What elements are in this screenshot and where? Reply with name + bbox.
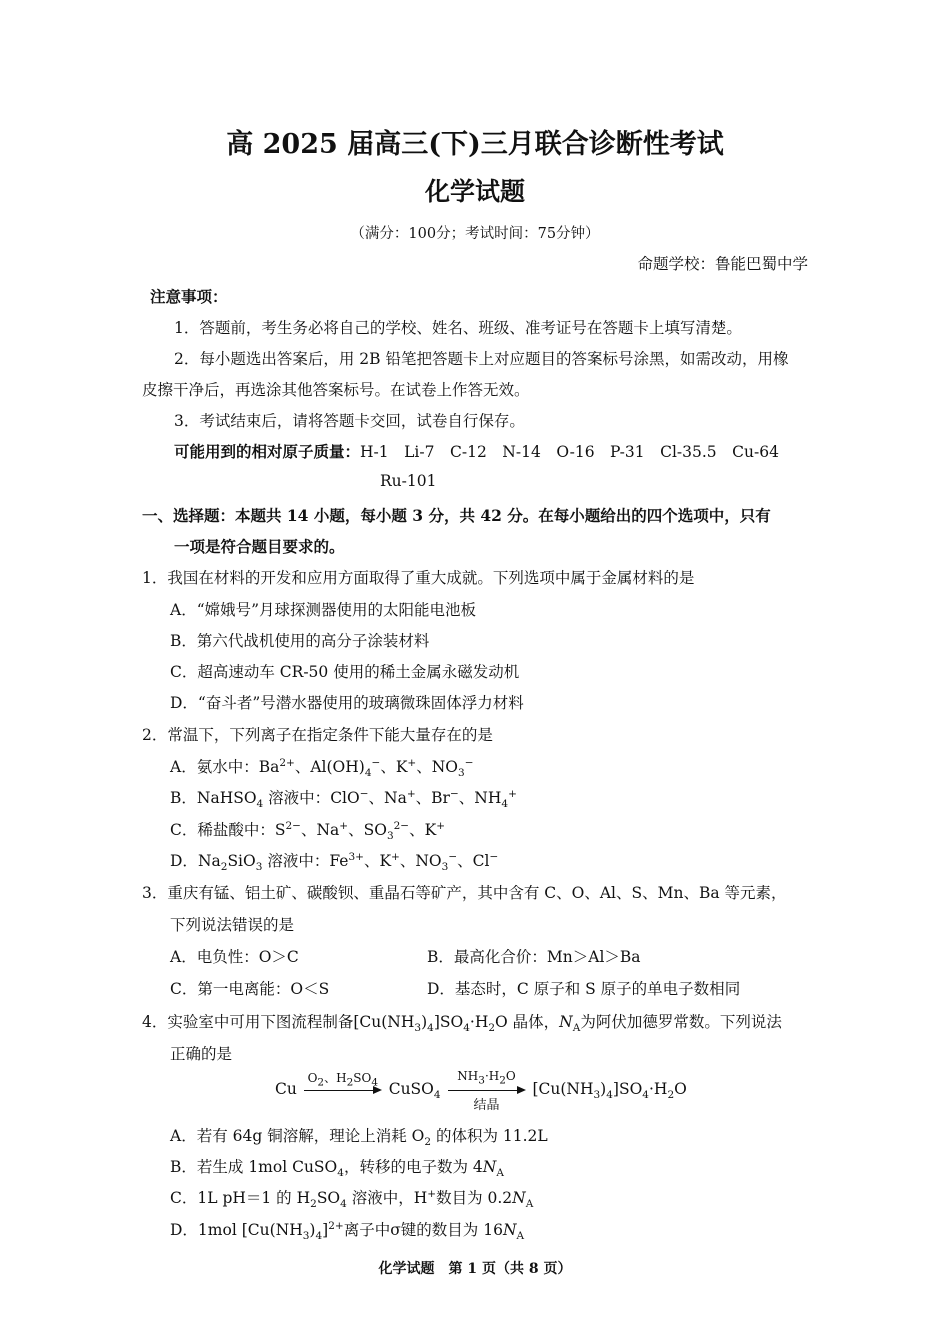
q4-d-tail: 离子中σ键的数目为 16 bbox=[343, 1221, 503, 1239]
q2-option-d: D．$Na_2SiO_3$ 溶液中：$Fe^{3+}$、K+、$NO_3^-$、Cl− bbox=[170, 850, 499, 874]
subject-title: 化学试题 bbox=[424, 177, 525, 206]
q4-a-text: A．若有 64g 铜溶解，理论上消耗 O bbox=[170, 1127, 425, 1145]
q4-option-b: B．若生成 1mol CuSO$_4$，转移的电子数为 $4N_A$ bbox=[170, 1158, 504, 1180]
q4-stem-cont: 正确的是 bbox=[170, 1045, 233, 1063]
q4-stem: 4．实验室中可用下图流程制备$[Cu(NH_3)_4]SO_4\cdot H_2O$ 晶体，$N_A$为阿伏加德罗常数。下列说法 bbox=[142, 1013, 782, 1035]
author-school: 命题学校：鲁能巴蜀中学 bbox=[637, 255, 808, 273]
q4-flow-diagram: Cu $O_2$、$H_2SO_4$ CuSO$_4$ $NH_3\cdot H_2O$ 结晶 $[Cu(NH_3)_4]SO_4\cdot H_2O$ bbox=[275, 1069, 687, 1113]
q2-b-cond: 溶液中： bbox=[268, 789, 331, 807]
q2-stem: 2．常温下，下列离子在指定条件下能大量存在的是 bbox=[142, 726, 493, 744]
q4-a-tail: 的体积为 11.2L bbox=[431, 1127, 548, 1145]
q3-option-c: C．第一电离能：O＜S bbox=[170, 980, 330, 998]
q4-stem-a: 4．实验室中可用下图流程制备[Cu(NH bbox=[142, 1013, 415, 1031]
section1-heading: 一、选择题：本题共 14 小题，每小题 3 分，共 42 分。在每小题给出的四个选项中，只有 bbox=[142, 506, 771, 525]
note-2-cont: 皮擦干净后，再选涂其他答案标号。在试卷上作答无效。 bbox=[142, 381, 530, 399]
q4-c-tail: 溶液中，H bbox=[346, 1189, 428, 1207]
q4-stem-f: 为阿伏加德罗常数。下列说法 bbox=[580, 1013, 782, 1031]
q1-option-c: C．超高速动车 CR-50 使用的稀土金属永磁发动机 bbox=[170, 663, 520, 681]
flow-cuso4: CuSO bbox=[388, 1080, 434, 1098]
note-3: 3．考试结束后，请将答题卡交回，试卷自行保存。 bbox=[174, 412, 525, 430]
q4-option-d: D．1mol $[Cu(NH_3)_4]^{2+}$离子中σ键的数目为 $16N_A$ bbox=[170, 1219, 525, 1243]
q1-option-a: A．“嫦娥号”月球探测器使用的太阳能电池板 bbox=[170, 601, 477, 619]
notes-heading: 注意事项： bbox=[150, 287, 228, 306]
atomic-mass-values: H-1 Li-7 C-12 N-14 O-16 P-31 Cl-35.5 Cu-64 bbox=[360, 443, 779, 461]
q3-option-a: A．电负性：O＞C bbox=[170, 948, 299, 966]
q2-a-label: A．氨水中： bbox=[170, 758, 259, 776]
q3-option-d: D．基态时，C 原子和 S 原子的单电子数相同 bbox=[427, 980, 741, 998]
q3-option-b: B．最高化合价：Mn＞Al＞Ba bbox=[427, 948, 641, 966]
q2-c-label: C．稀盐酸中： bbox=[170, 821, 275, 839]
arrow-2-condition: 结晶 bbox=[473, 1098, 500, 1113]
q1-stem: 1．我国在材料的开发和应用方面取得了重大成就。下列选项中属于金属材料的是 bbox=[142, 569, 695, 587]
note-2: 2．每小题选出答案后，用 2B 铅笔把答题卡上对应题目的答案标号涂黑，如需改动，用橡 bbox=[174, 350, 789, 368]
q3-stem: 3．重庆有锰、铝土矿、碳酸钡、重晶石等矿产，其中含有 C、O、Al、S、Mn、Ba 等元素， bbox=[142, 884, 787, 902]
q1-option-b: B．第六代战机使用的高分子涂装材料 bbox=[170, 632, 430, 650]
exam-title: 高 2025 届高三(下)三月联合诊断性考试 bbox=[226, 129, 724, 160]
q4-c-tail2: 数目为 0.2 bbox=[436, 1189, 513, 1207]
q2-option-b: B．NaHSO$_4$ 溶液中：ClO−、Na+、Br−、$NH_4^+$ bbox=[170, 787, 517, 811]
q2-d-cond: 溶液中： bbox=[267, 852, 330, 870]
q4-stem-b: ) bbox=[421, 1013, 428, 1031]
q4-stem-c: ]SO bbox=[433, 1013, 464, 1031]
q4-stem-e: O 晶体， bbox=[495, 1013, 560, 1031]
q2-option-c: C．稀盐酸中：$S^{2-}$、Na+、$SO_3^{2-}$、K+ bbox=[170, 819, 446, 843]
q4-d-text: D．1mol [Cu(NH bbox=[170, 1221, 303, 1239]
flow-arrow-1 bbox=[304, 1071, 382, 1098]
note-1: 1．答题前，考生务必将自己的学校、姓名、班级、准考证号在答题卡上填写清楚。 bbox=[174, 319, 742, 337]
atomic-mass-label: 可能用到的相对原子质量： bbox=[174, 442, 361, 461]
flow-product: [Cu(NH bbox=[532, 1080, 594, 1098]
q1-option-d: D．“奋斗者”号潜水器使用的玻璃微珠固体浮力材料 bbox=[170, 694, 524, 712]
flow-cu: Cu bbox=[275, 1080, 297, 1098]
flow-arrow-2 bbox=[448, 1069, 526, 1113]
q3-stem-cont: 下列说法错误的是 bbox=[170, 916, 295, 934]
q4-c-mid: SO bbox=[316, 1189, 341, 1207]
atomic-mass-values-2: Ru-101 bbox=[380, 472, 437, 490]
q4-option-c: C．1L pH＝1 的 $H_2SO_4$ 溶液中，H+数目为 $0.2N_A$ bbox=[170, 1187, 534, 1211]
q2-d-label: D． bbox=[170, 852, 198, 870]
section1-heading-cont: 一项是符合题目要求的。 bbox=[174, 537, 345, 556]
q4-b-text: B．若生成 1mol CuSO bbox=[170, 1158, 338, 1176]
q4-c-text: C．1L pH＝1 的 H bbox=[170, 1189, 311, 1207]
page-footer: 化学试题 第 1 页（共 8 页） bbox=[378, 1261, 572, 1277]
exam-info: （满分：100分；考试时间：75分钟） bbox=[350, 226, 600, 242]
arrow-2-reagent: $NH_3\cdot H_2O$ bbox=[457, 1069, 516, 1087]
q4-option-a: A．若有 64g 铜溶解，理论上消耗 $O_2$ 的体积为 11.2L bbox=[170, 1127, 548, 1149]
q2-b-label: B． bbox=[170, 789, 197, 807]
q4-b-tail: ，转移的电子数为 4 bbox=[343, 1158, 483, 1176]
arrow-1-reagents: $O_2$、$H_2SO_4$ bbox=[307, 1071, 378, 1089]
q2-option-a: A．氨水中：$Ba^{2+}$、$Al(OH)_4^-$、K+、$NO_3^-$ bbox=[170, 756, 474, 780]
atomic-masses bbox=[174, 440, 779, 462]
q4-stem-d: ·H bbox=[469, 1013, 489, 1031]
